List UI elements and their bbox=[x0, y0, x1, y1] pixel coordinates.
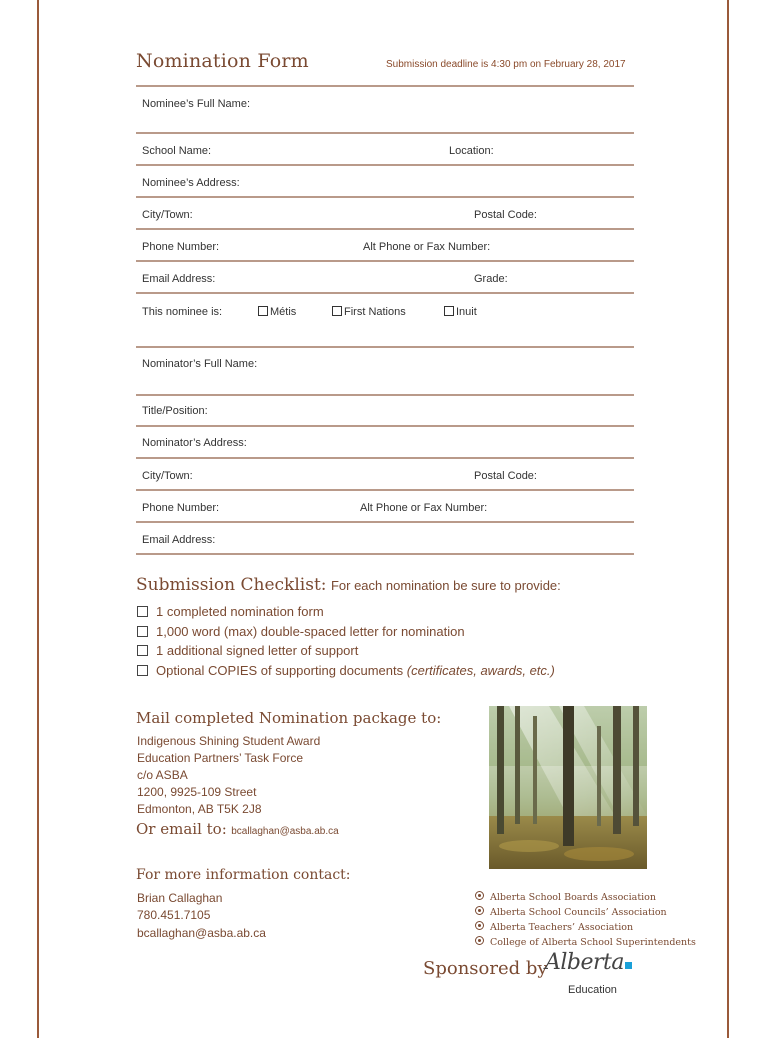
mail-heading: Mail completed Nomination package to: bbox=[136, 709, 442, 727]
section-divider bbox=[136, 346, 634, 348]
option-inuit[interactable]: Inuit bbox=[444, 306, 477, 318]
location-label: Location: bbox=[449, 145, 494, 157]
nominee-phone-field[interactable] bbox=[136, 260, 634, 262]
nominator-phone-label: Phone Number: bbox=[142, 502, 220, 514]
title-position-field[interactable] bbox=[136, 425, 634, 427]
nominator-full-name-field[interactable] bbox=[136, 394, 634, 396]
nominee-address-field[interactable] bbox=[136, 196, 634, 198]
nominee-city-label: City/Town: bbox=[142, 209, 193, 221]
logo-subtitle: Education bbox=[568, 984, 617, 996]
mail-address-line: 1200, 9925-109 Street bbox=[137, 785, 257, 799]
nominator-alt-phone-label: Alt Phone or Fax Number: bbox=[360, 502, 488, 514]
checkbox-icon[interactable] bbox=[137, 606, 148, 617]
checklist-item[interactable]: 1 completed nomination form bbox=[137, 604, 324, 619]
checklist-item[interactable]: 1,000 word (max) double-spaced letter for nomination bbox=[137, 624, 465, 639]
email-submission-line bbox=[136, 820, 339, 839]
contact-name: Brian Callaghan bbox=[137, 891, 223, 905]
checklist-heading bbox=[136, 575, 561, 595]
contact-heading: For more information contact: bbox=[136, 867, 351, 883]
nominee-address-label: Nominee’s Address: bbox=[142, 177, 240, 189]
checkbox-icon[interactable] bbox=[137, 626, 148, 637]
form-title: Nomination Form bbox=[136, 50, 309, 72]
nominator-phone-field[interactable] bbox=[136, 521, 634, 523]
nominee-email-field[interactable] bbox=[136, 292, 634, 294]
association-item: College of Alberta School Superintendents bbox=[475, 936, 696, 948]
forest-photo bbox=[489, 706, 647, 869]
logo-wordmark: Alberta bbox=[545, 950, 624, 975]
sponsored-by-label: Sponsored by bbox=[423, 958, 548, 979]
school-name-field[interactable] bbox=[136, 164, 634, 166]
contact-phone: 780.451.7105 bbox=[137, 908, 211, 922]
alberta-education-logo bbox=[545, 950, 632, 996]
nominator-address-field[interactable] bbox=[136, 457, 634, 459]
nominee-postal-label: Postal Code: bbox=[474, 209, 537, 221]
checkbox-icon[interactable] bbox=[137, 645, 148, 656]
submission-email-link[interactable]: bcallaghan@asba.ab.ca bbox=[231, 826, 339, 837]
checkbox-icon[interactable] bbox=[332, 306, 342, 316]
contact-email[interactable]: bcallaghan@asba.ab.ca bbox=[137, 926, 266, 940]
nominee-full-name-field[interactable] bbox=[136, 132, 634, 134]
mail-address-line: Edmonton, AB T5K 2J8 bbox=[137, 802, 262, 816]
mail-address-line: c/o ASBA bbox=[137, 768, 188, 782]
nominator-full-name-label: Nominator’s Full Name: bbox=[142, 358, 258, 370]
bullet-icon bbox=[475, 921, 484, 930]
checklist-item-note: (certificates, awards, etc.) bbox=[406, 663, 555, 678]
submission-deadline: Submission deadline is 4:30 pm on February 28, 2017 bbox=[386, 59, 626, 70]
nominee-city-field[interactable] bbox=[136, 228, 634, 230]
nominator-postal-label: Postal Code: bbox=[474, 470, 537, 482]
title-position-label: Title/Position: bbox=[142, 405, 208, 417]
checklist-subtitle: For each nomination be sure to provide: bbox=[330, 578, 561, 593]
nominee-full-name-label: Nominee’s Full Name: bbox=[142, 98, 251, 110]
school-name-label: School Name: bbox=[142, 145, 212, 157]
checkbox-icon[interactable] bbox=[258, 306, 268, 316]
nominator-email-label: Email Address: bbox=[142, 534, 216, 546]
forest-image bbox=[489, 706, 647, 869]
nominee-alt-phone-label: Alt Phone or Fax Number: bbox=[363, 241, 491, 253]
nominee-phone-label: Phone Number: bbox=[142, 241, 220, 253]
checklist-item[interactable]: 1 additional signed letter of support bbox=[137, 643, 358, 658]
this-nominee-label: This nominee is: bbox=[142, 306, 223, 318]
checkbox-icon[interactable] bbox=[137, 665, 148, 676]
association-item: Alberta School Councils’ Association bbox=[475, 906, 667, 918]
nominee-email-label: Email Address: bbox=[142, 273, 216, 285]
option-first-nations[interactable]: First Nations bbox=[332, 306, 406, 318]
nominator-email-field[interactable] bbox=[136, 553, 634, 555]
checklist-title: Submission Checklist: bbox=[136, 575, 327, 595]
logo-square-icon bbox=[625, 962, 632, 969]
nominator-city-field[interactable] bbox=[136, 489, 634, 491]
checkbox-icon[interactable] bbox=[444, 306, 454, 316]
checklist-item[interactable]: Optional COPIES of supporting documents (certificates, awards, etc.) bbox=[137, 663, 555, 678]
option-metis[interactable]: Métis bbox=[258, 306, 296, 318]
association-item: Alberta Teachers’ Association bbox=[475, 921, 633, 933]
association-item: Alberta School Boards Association bbox=[475, 891, 656, 903]
title-divider bbox=[136, 85, 634, 87]
grade-label: Grade: bbox=[474, 273, 508, 285]
mail-address-line: Indigenous Shining Student Award bbox=[137, 734, 321, 748]
nominator-address-label: Nominator’s Address: bbox=[142, 437, 247, 449]
bullet-icon bbox=[475, 891, 484, 900]
nominator-city-label: City/Town: bbox=[142, 470, 193, 482]
bullet-icon bbox=[475, 906, 484, 915]
bullet-icon bbox=[475, 936, 484, 945]
mail-address-line: Education Partners’ Task Force bbox=[137, 751, 304, 765]
email-prefix: Or email to: bbox=[136, 820, 227, 838]
